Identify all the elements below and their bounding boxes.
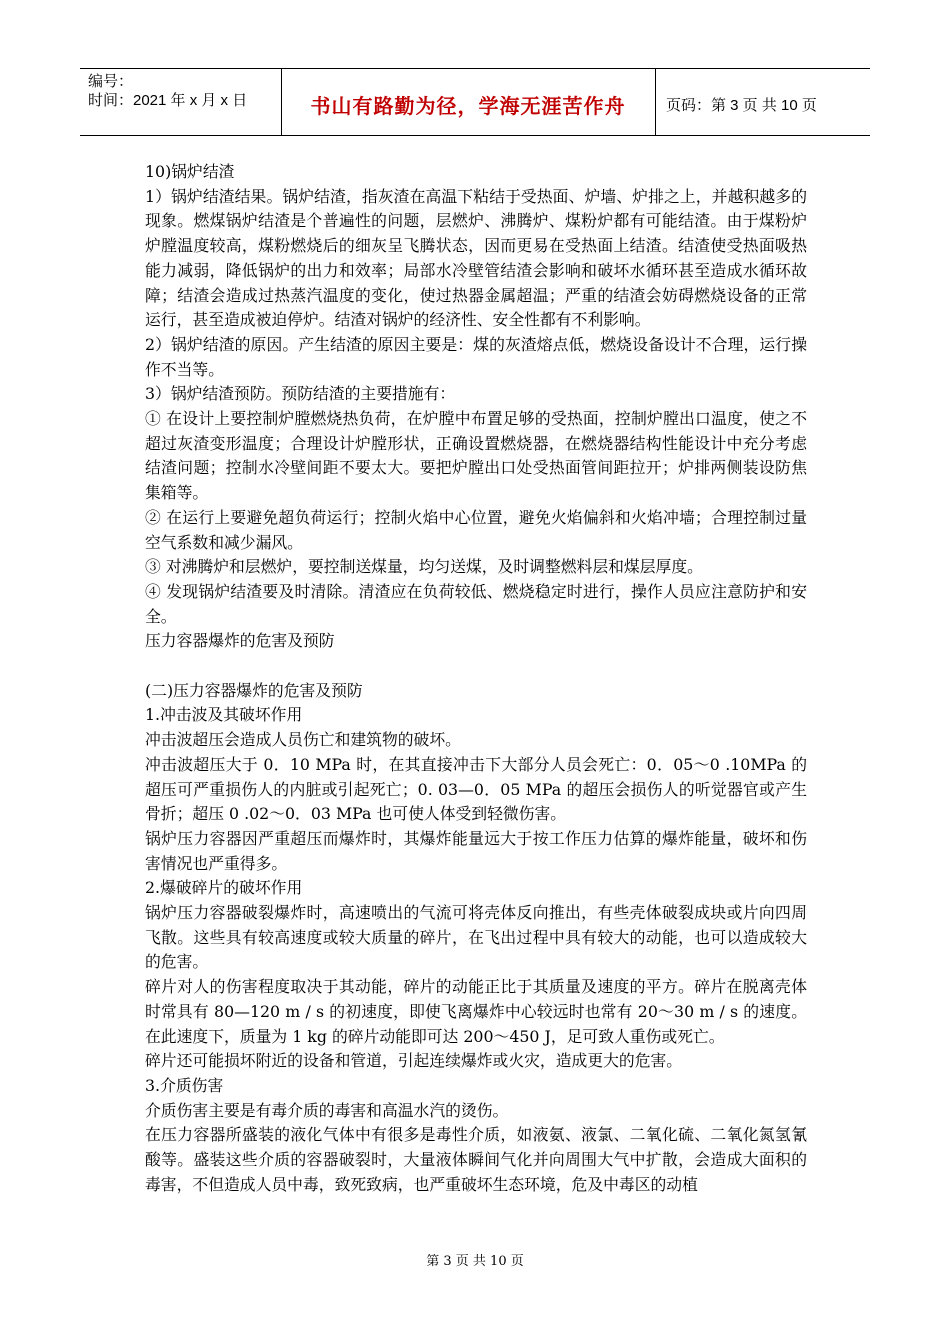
section-heading: 10)锅炉结渣: [145, 162, 235, 181]
page-footer: 第 3 页 共 10 页: [426, 1254, 524, 1269]
subsection-heading: 3.介质伤害: [145, 1076, 224, 1095]
subsection-heading: 1.冲击波及其破坏作用: [145, 705, 303, 725]
paragraph: 在压力容器所盛装的液化气体中有很多是毒性介质，如液氨、液氯、二氧化硫、二氧化氮氢氰酸等。盛装这些介质的容器破裂时，大量液体瞬间气化并向周围大气中扩散，会造成大面积的毒害，不但造成人员中毒，致死致病，也严重破坏生态环境，危及中毒区的动植: [145, 1125, 807, 1194]
header-meta: [88, 72, 247, 110]
paragraph: ① 在设计上要控制炉膛燃烧热负荷，在炉膛中布置足够的受热面，控制炉膛出口温度，使之不超过灰渣变形温度；合理设计炉膛形状，正确设置燃烧器，在燃烧器结构性能设计中充分考虑结渣问题；控制水冷壁间距不要太大。要把炉膛出口处受热面管间距拉开；炉排两侧装设防焦集箱等。: [145, 409, 807, 503]
header-divider-right: [655, 68, 656, 136]
number-label: 编号：: [88, 73, 134, 90]
paragraph: 锅炉压力容器因严重超压而爆炸时，其爆炸能量远大于按工作压力估算的爆炸能量，破坏和伤害情况也严重得多。: [145, 828, 807, 873]
paragraph: ② 在运行上要避免超负荷运行；控制火焰中心位置，避免火焰偏斜和火焰冲墙；合理控制过量空气系数和减少漏风。: [145, 507, 807, 552]
paragraph: 冲击波超压会造成人员伤亡和建筑物的破坏。: [145, 730, 461, 750]
page-header: [80, 68, 870, 136]
document-body: [145, 160, 807, 1198]
header-motto: 书山有路勤为径，学海无涯苦作舟: [310, 96, 626, 118]
paragraph: 1）锅炉结渣结果。锅炉结渣，指灰渣在高温下粘结于受热面、炉墙、炉排之上，并越积越多的现象。燃煤锅炉结渣是个普遍性的问题，层燃炉、沸腾炉、煤粉炉都有可能结渣。由于煤粉炉炉膛温度较高，煤粉燃烧后的细灰呈飞腾状态，因而更易在受热面上结渣。结渣使受热面吸热能力减弱，降低锅炉的出力和效率；局部水冷壁管结渣会影响和破坏水循环甚至造成水循环故障；结渣会造成过热蒸汽温度的变化，使过热器金属超温；严重的结渣会妨碍燃烧设备的正常运行，甚至造成被迫停炉。结渣对锅炉的经济性、安全性都有不利影响。: [145, 186, 807, 330]
paragraph: ④ 发现锅炉结渣要及时清除。清渣应在负荷较低、燃烧稳定时进行，操作人员应注意防护和安全。: [145, 581, 807, 626]
subsection-heading: 2.爆破碎片的破坏作用: [145, 878, 303, 898]
blank-line: [145, 654, 807, 679]
section-heading: (二)压力容器爆炸的危害及预防: [145, 680, 363, 700]
header-page-label: 页码：第 3 页 共 10 页: [666, 97, 817, 114]
paragraph: 碎片还可能损坏附近的设备和管道，引起连续爆炸或火灾，造成更大的危害。: [145, 1051, 683, 1071]
header-top-rule: [80, 68, 870, 69]
date-label: 时间：2021 年 x 月 x 日: [88, 92, 248, 109]
paragraph: 2）锅炉结渣的原因。产生结渣的原因主要是：煤的灰渣熔点低，燃烧设备设计不合理，运行操作不当等。: [145, 334, 807, 379]
header-bottom-rule: [80, 135, 870, 136]
paragraph: 冲击波超压大于 0．10 MPa 时，在其直接冲击下大部分人员会死亡：0．05～0 .10MPa 的超压可严重损伤人的内脏或引起死亡；0. 03—0．05 MPa 的超压会损伤人的听觉器官或产生骨折；超压 0 .02～0．03 MPa 也可使人体受到轻微伤害。: [145, 754, 807, 824]
paragraph: 3）锅炉结渣预防。预防结渣的主要措施有：: [145, 384, 456, 404]
paragraph: 介质伤害主要是有毒介质的毒害和高温水汽的烫伤。: [145, 1100, 509, 1120]
paragraph: 碎片对人的伤害程度取决于其动能，碎片的动能正比于其质量及速度的平方。碎片在脱离壳体时常具有 80—120 m / s 的初速度，即使飞离爆炸中心较远时也常有 20～30 m / s 的速度。在此速度下，质量为 1 kg 的碎片动能即可达 200～450 J，足可致人重伤或死亡。: [145, 977, 807, 1046]
section-heading: 压力容器爆炸的危害及预防: [145, 631, 335, 651]
paragraph: ③ 对沸腾炉和层燃炉，要控制送煤量，均匀送煤，及时调整燃料层和煤层厚度。: [145, 557, 703, 577]
paragraph: 锅炉压力容器破裂爆炸时，高速喷出的气流可将壳体反向推出，有些壳体破裂成块或片向四周飞散。这些具有较高速度或较大质量的碎片，在飞出过程中具有较大的动能，也可以造成较大的危害。: [145, 903, 807, 972]
